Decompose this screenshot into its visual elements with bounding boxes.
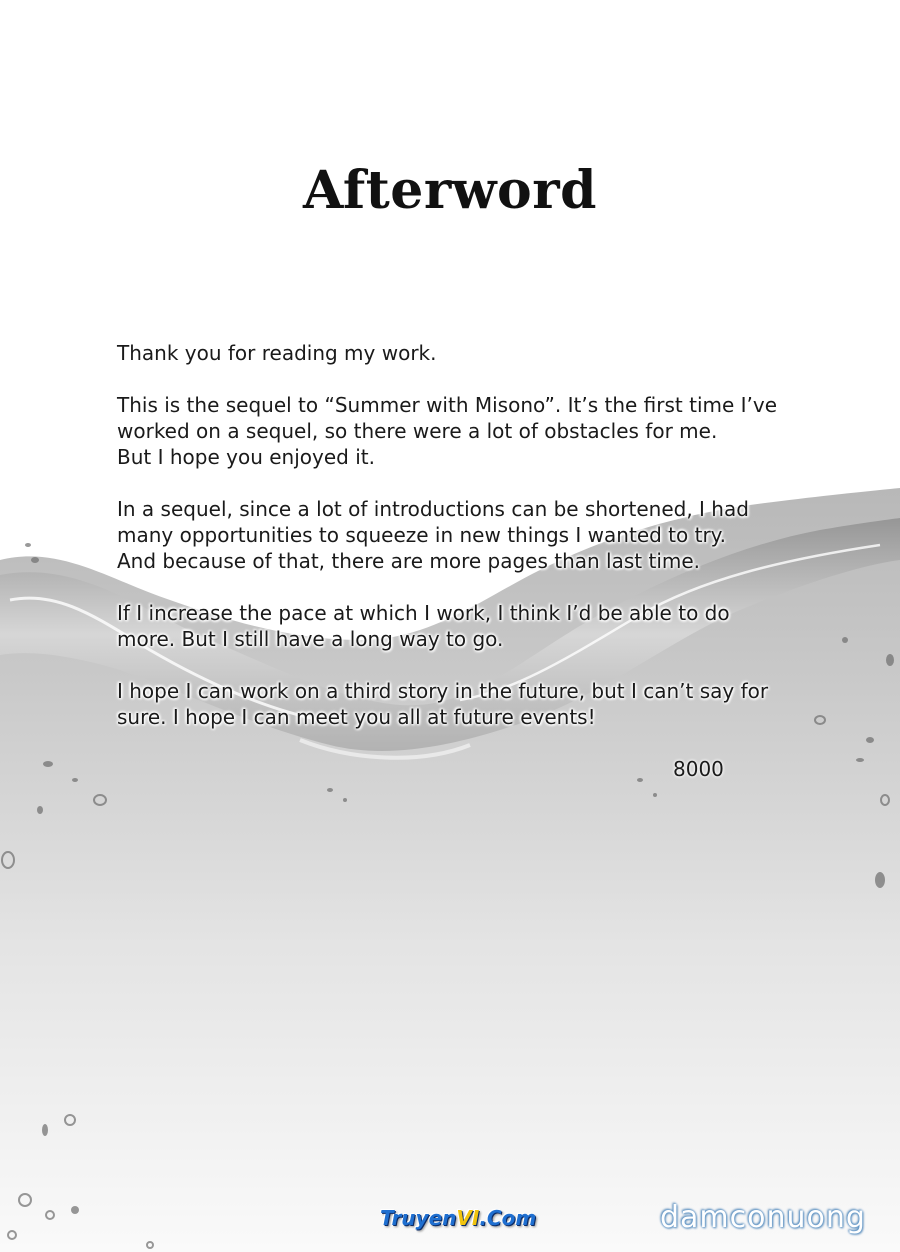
afterword-body xyxy=(117,340,797,756)
text-line: worked on a sequel, so there were a lot of obstacles for me. xyxy=(117,419,718,443)
paragraph xyxy=(117,340,797,366)
text-line: But I hope you enjoyed it. xyxy=(117,445,375,469)
logo-part: Truyen xyxy=(380,1206,457,1230)
text-line: more. But I still have a long way to go. xyxy=(117,627,504,651)
text-line: sure. I hope I can meet you all at future events! xyxy=(117,705,596,729)
paragraph xyxy=(117,600,797,652)
text-line: many opportunities to squeeze in new things I wanted to try. xyxy=(117,523,727,547)
paragraph xyxy=(117,392,797,470)
text-line: If I increase the pace at which I work, I think I’d be able to do xyxy=(117,601,730,625)
logo-part: VI xyxy=(456,1206,480,1230)
text-line: This is the sequel to “Summer with Misono”. It’s the first time I’ve xyxy=(117,393,778,417)
logo-part: .Com xyxy=(479,1206,537,1230)
text-line: And because of that, there are more pages than last time. xyxy=(117,549,701,573)
watermark: damconuong xyxy=(660,1200,866,1235)
paragraph xyxy=(117,496,797,574)
page-title: Afterword xyxy=(302,160,597,221)
text-line: Thank you for reading my work. xyxy=(117,341,437,365)
truyenvi-logo xyxy=(380,1206,536,1230)
paragraph xyxy=(117,678,797,730)
text-line: In a sequel, since a lot of introductions can be shortened, I had xyxy=(117,497,749,521)
author-signature: 8000 xyxy=(673,757,724,781)
text-line: I hope I can work on a third story in the future, but I can’t say for xyxy=(117,679,769,703)
